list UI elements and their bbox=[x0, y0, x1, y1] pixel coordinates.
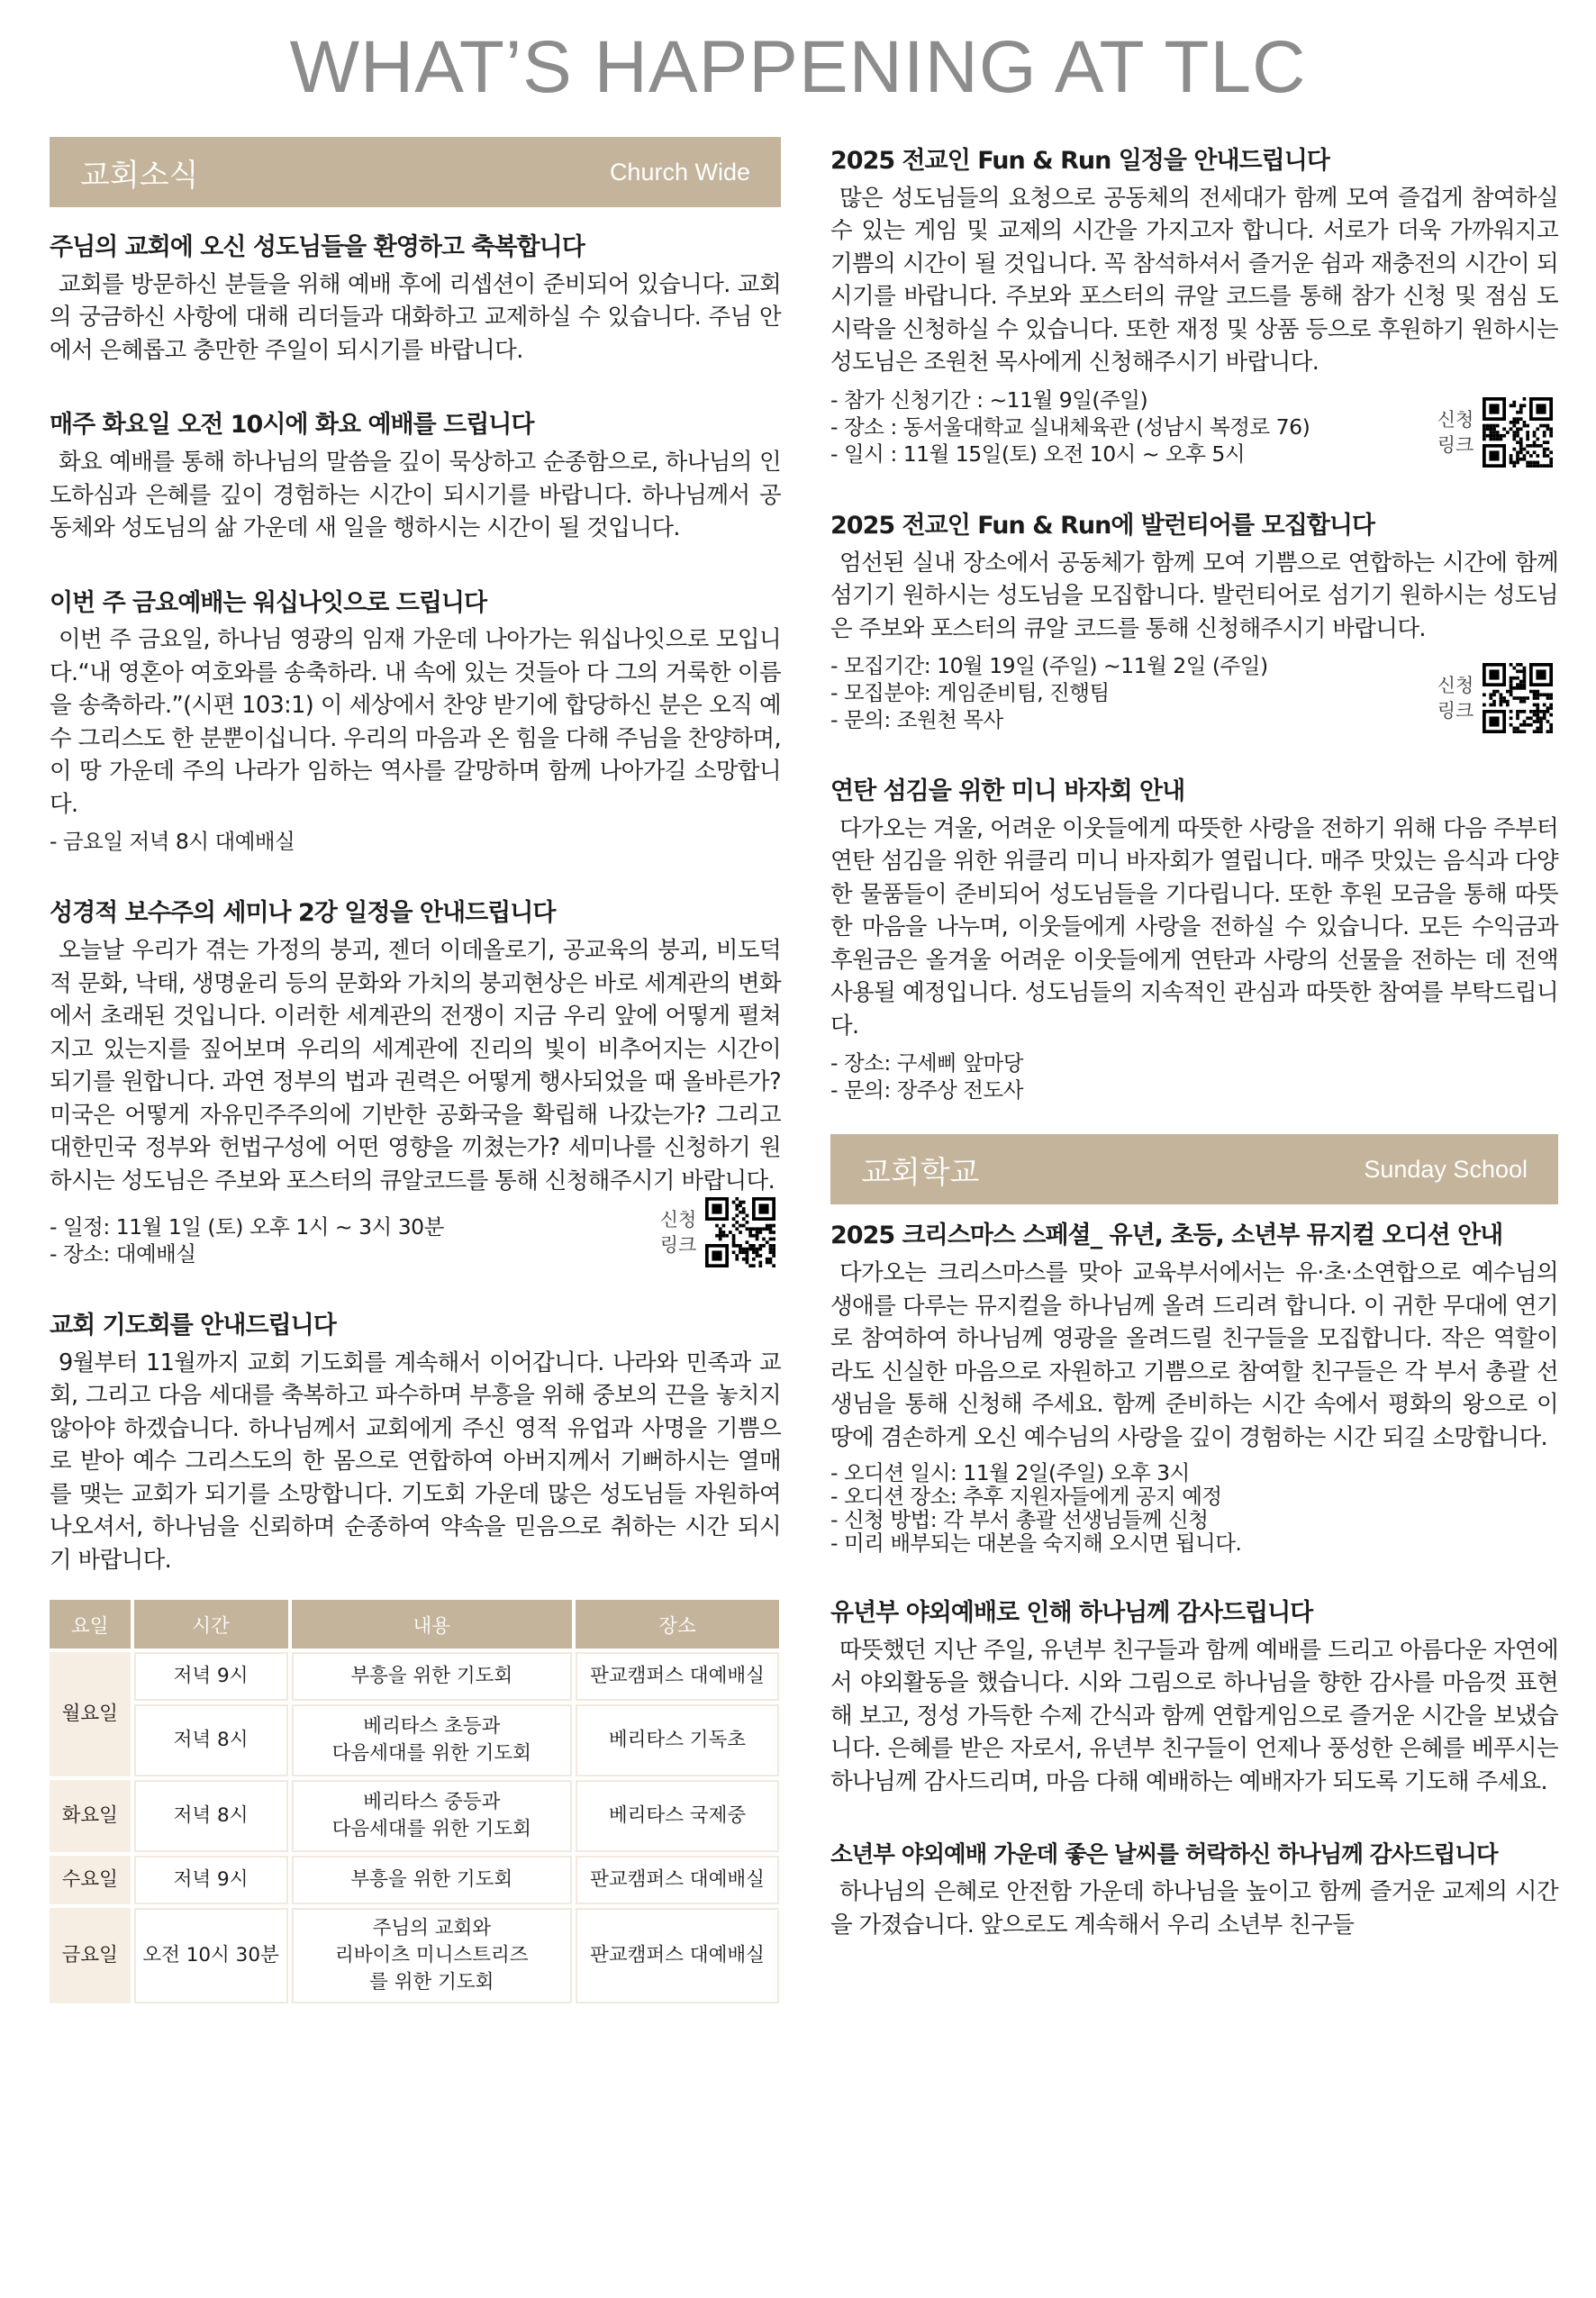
table-cell-content: 베리타스 중등과 다음세대를 위한 기도회 bbox=[292, 1780, 572, 1852]
news-article bbox=[830, 511, 1558, 733]
section-title-en: Church Wide bbox=[609, 158, 750, 186]
article-info bbox=[830, 1461, 1558, 1555]
news-article bbox=[50, 410, 781, 544]
section-title-ko: 교회학교 bbox=[861, 1154, 980, 1191]
church-wide-header bbox=[50, 137, 781, 207]
table-row bbox=[50, 1652, 779, 1701]
qr-code-icon[interactable] bbox=[1483, 663, 1553, 733]
table-cell-place: 판교캠퍼스 대예배실 bbox=[576, 1856, 779, 1904]
article-body: 따뜻했던 지난 주일, 유년부 친구들과 함께 예배를 드리고 아름다운 자연에서 야외활동을 했습니다. 시와 그림으로 하나님을 향한 감사를 마음껏 표현해 보고, 정성 가득한 수제 간식과 함께 연합게임으로 즐거운 시간을 보냈습니다. 은혜를 받은 자로서, 유년부 친구들이 언제나 풍성한 은혜를 베푸시는 하나님께 감사드리며, 마음 다해 예배하는 예배자가 되도록 기도해 주세요. bbox=[830, 1636, 1558, 1795]
section-title-ko: 교회소식 bbox=[80, 157, 199, 194]
table-cell-place: 베리타스 국제중 bbox=[576, 1780, 779, 1852]
article-heading: 성경적 보수주의 세미나 2강 일정을 안내드립니다 bbox=[50, 899, 556, 928]
table-cell-time: 저녁 8시 bbox=[134, 1780, 288, 1852]
table-row bbox=[50, 1780, 779, 1852]
table-row bbox=[50, 1908, 779, 2003]
qr-label: 신청 링크 bbox=[659, 1209, 697, 1256]
article-heading: 유년부 야외예배로 인해 하나님께 감사드립니다 bbox=[830, 1599, 1313, 1627]
table-cell-day: 금요일 bbox=[50, 1908, 131, 2003]
article-body: 다가오는 크리스마스를 맞아 교육부서에서는 유·초·소연합으로 예수님의 생애를 다루는 뮤지컬을 하나님께 올려 드리려 합니다. 이 귀한 무대에 연기로 참여하여 하나님께 영광을 올려드릴 친구들을 모집합니다. 작은 역할이라도 신실한 마음으로 자원하고 기쁨으로 참여할 친구들은 각 부서 총괄 선생님을 통해 신청해 주세요. 함께 준비하는 시간 속에서 평화의 왕으로 이 땅에 겸손하게 오신 예수님의 사랑을 깊이 경험하는 시간 되길 소망합니다. bbox=[830, 1259, 1558, 1451]
news-article bbox=[830, 1841, 1558, 1941]
qr-signup[interactable] bbox=[1436, 397, 1553, 468]
info-line: - 미리 배부되는 대본을 숙지해 오시면 됩니다. bbox=[830, 1530, 1242, 1556]
info-line: - 문의: 장주상 전도사 bbox=[830, 1077, 1023, 1104]
section-title-en: Sunday School bbox=[1364, 1155, 1528, 1183]
table-header-row bbox=[50, 1600, 779, 1649]
news-article bbox=[830, 777, 1558, 1104]
info-line: - 장소 : 동서울대학교 실내체육관 (성남시 복정로 76) bbox=[830, 413, 1310, 440]
news-article bbox=[50, 588, 781, 856]
qr-code-icon[interactable] bbox=[705, 1197, 775, 1267]
article-info bbox=[830, 1049, 1558, 1104]
article-info bbox=[830, 386, 1310, 468]
qr-signup[interactable] bbox=[658, 1197, 775, 1267]
right-column bbox=[830, 146, 1558, 1941]
article-body: 다가오는 겨울, 어려운 이웃들에게 따뜻한 사랑을 전하기 위해 다음 주부터 연탄 섬김을 위한 위클리 미니 바자회가 열립니다. 매주 맛있는 음식과 다양한 물품들이 준비되어 성도님들을 기다립니다. 또한 후원 모금을 통해 따뜻한 마음을 나누며, 이웃들에게 사랑을 전하실 수 있습니다. 모든 수익금과 후원금은 올겨울 어려운 이웃들에게 연탄과 사랑의 선물을 전하는 데 전액 사용될 예정입니다. 성도님들의 지속적인 관심과 따뜻한 참여를 부탁드립니다. bbox=[830, 814, 1558, 1040]
info-line: - 오디션 일시: 11월 2일(주일) 오후 3시 bbox=[830, 1460, 1190, 1485]
article-body: 화요 예배를 통해 하나님의 말씀을 깊이 묵상하고 순종함으로, 하나님의 인도하심과 은혜를 깊이 경험하는 시간이 되시기를 바랍니다. 하나님께서 공동체와 성도님의 삶 가운데 새 일을 행하시는 시간이 될 것입니다. bbox=[50, 449, 781, 541]
info-line: - 모집분야: 게임준비팀, 진행팀 bbox=[830, 680, 1110, 705]
article-heading: 2025 전교인 Fun & Run에 발런티어를 모집합니다 bbox=[830, 511, 1375, 540]
article-body: 9월부터 11월까지 교회 기도회를 계속해서 이어갑니다. 나라와 민족과 교회, 그리고 다음 세대를 축복하고 파수하며 부흥을 위해 중보의 끈을 놓치지 않아야 하겠습니다. 하나님께서 교회에게 주신 영적 유업과 사명을 기쁨으로 받아 예수 그리스도의 한 몸으로 연합하여 아버지께서 기뻐하시는 열매를 맺는 교회가 되기를 소망합니다. 기도회 가운데 많은 성도님들 자원하여 나오셔서, 하나님을 신뢰하며 순종하여 약속을 믿음으로 취하는 시간 되시기 바랍니다. bbox=[50, 1349, 781, 1574]
info-line: - 장소: 구세삐 앞마당 bbox=[830, 1050, 1023, 1076]
table-cell-place: 판교캠퍼스 대예배실 bbox=[576, 1652, 779, 1701]
info-line: - 일시 : 11월 15일(토) 오전 10시 ~ 오후 5시 bbox=[830, 441, 1246, 467]
article-info bbox=[50, 828, 781, 855]
article-body: 교회를 방문하신 분들을 위해 예배 후에 리셉션이 준비되어 있습니다. 교회의 궁금하신 사항에 대해 리더들과 대화하고 교제하실 수 있습니다. 주님 안에서 은혜롭고 충만한 주일이 되시기를 바랍니다. bbox=[50, 270, 781, 364]
table-header: 시간 bbox=[134, 1600, 288, 1649]
article-heading: 이번 주 금요예배는 워십나잇으로 드립니다 bbox=[50, 588, 487, 617]
table-cell-content: 부흥을 위한 기도회 bbox=[292, 1856, 572, 1904]
info-line: - 일정: 11월 1일 (토) 오후 1시 ~ 3시 30분 bbox=[50, 1214, 444, 1240]
news-article bbox=[50, 1311, 781, 1576]
table-cell-place: 베리타스 기독초 bbox=[576, 1704, 779, 1776]
article-info bbox=[830, 652, 1268, 733]
prayer-schedule-table bbox=[46, 1596, 783, 2007]
table-cell-day: 월요일 bbox=[50, 1652, 131, 1776]
article-heading: 2025 전교인 Fun & Run 일정을 안내드립니다 bbox=[830, 147, 1329, 175]
table-cell-day: 수요일 bbox=[50, 1856, 131, 1904]
article-heading: 교회 기도회를 안내드립니다 bbox=[50, 1312, 336, 1340]
page-title: WHAT’S HAPPENING AT TLC bbox=[289, 26, 1307, 108]
article-body: 하나님의 은혜로 안전함 가운데 하나님을 높이고 함께 즐거운 교제의 시간을 가졌습니다. 앞으로도 계속해서 우리 소년부 친구들 bbox=[830, 1878, 1558, 1939]
info-line: - 오디션 장소: 추후 지원자들에게 공지 예정 bbox=[830, 1484, 1222, 1509]
qr-label: 신청 링크 bbox=[1437, 675, 1474, 722]
info-line: - 장소: 대예배실 bbox=[50, 1241, 196, 1267]
table-cell-time: 저녁 9시 bbox=[134, 1856, 288, 1904]
table-cell-content: 부흥을 위한 기도회 bbox=[292, 1652, 572, 1701]
info-line: - 신청 방법: 각 부서 총괄 선생님들께 신청 bbox=[830, 1507, 1209, 1532]
table-cell-day: 화요일 bbox=[50, 1780, 131, 1852]
info-line: - 문의: 조원천 목사 bbox=[830, 707, 1003, 732]
article-heading: 소년부 야외예배 가운데 좋은 날씨를 허락하신 하나님께 감사드립니다 bbox=[830, 1841, 1498, 1869]
article-info bbox=[50, 1213, 444, 1267]
table-cell-content: 베리타스 초등과 다음세대를 위한 기도회 bbox=[292, 1704, 572, 1776]
table-cell-content: 주님의 교회와 리바이츠 미니스트리즈 를 위한 기도회 bbox=[292, 1908, 572, 2003]
table-row bbox=[50, 1704, 779, 1776]
qr-label: 신청 링크 bbox=[1437, 408, 1474, 456]
news-article bbox=[830, 1598, 1558, 1798]
qr-code-icon[interactable] bbox=[1483, 397, 1553, 468]
table-cell-time: 저녁 9시 bbox=[134, 1652, 288, 1701]
info-line: - 금요일 저녁 8시 대예배실 bbox=[50, 829, 295, 855]
table-header: 요일 bbox=[50, 1600, 131, 1649]
news-article bbox=[50, 898, 781, 1267]
sunday-school-header bbox=[830, 1134, 1558, 1204]
table-cell-place: 판교캠퍼스 대예배실 bbox=[576, 1908, 779, 2003]
article-body: 이번 주 금요일, 하나님 영광의 임재 가운데 나아가는 워십나잇으로 모입니다.“내 영혼아 여호와를 송축하라. 내 속에 있는 것들아 다 그의 거룩한 이름을 송축하라.”(시편 103:1) 이 세상에서 찬양 받기에 합당하신 분은 오직 예수 그리스도 한 분뿐이십니다. 우리의 마음과 온 힘을 다해 주님을 찬양하며, 이 땅 가운데 주의 나라가 임하는 역사를 갈망하며 함께 나아가길 소망합니다. bbox=[50, 626, 781, 818]
table-cell-time: 오전 10시 30분 bbox=[134, 1908, 288, 2003]
left-column bbox=[50, 137, 781, 2007]
article-heading: 매주 화요일 오전 10시에 화요 예배를 드립니다 bbox=[50, 411, 534, 440]
news-article bbox=[50, 232, 781, 367]
article-body: 오늘날 우리가 겪는 가정의 붕괴, 젠더 이데올로기, 공교육의 붕괴, 비도덕적 문화, 낙태, 생명윤리 등의 문화와 가치의 붕괴현상은 바로 세계관의 변화에서 초래된 것입니다. 이러한 세계관의 전쟁이 지금 우리 앞에 어떻게 펼쳐지고 있는지를 짚어보며 우리의 세계관에 진리의 빛이 비추어지는 시간이 되기를 원합니다. 과연 정부의 법과 권력은 어떻게 행사되었을 때 올바른가? 미국은 어떻게 자유민주주의에 기반한 공화국을 확립해 나갔는가? 그리고 대한민국 정부와 헌법구성에 어떤 영향을 끼쳤는가? 세미나를 신청하기 원하시는 성도님은 주보와 포스터의 큐알코드를 통해 신청해주시기 바랍니다. bbox=[50, 937, 781, 1194]
qr-signup[interactable] bbox=[1436, 663, 1553, 733]
article-heading: 주님의 교회에 오신 성도님들을 환영하고 축복합니다 bbox=[50, 233, 585, 261]
info-line: - 참가 신청기간 : ~11월 9일(주일) bbox=[830, 386, 1148, 413]
article-body: 많은 성도님들의 요청으로 공동체의 전세대가 함께 모여 즐겁게 참여하실 수 있는 게임 및 교제의 시간을 가지고자 합니다. 서로가 더욱 가까워지고 기쁨의 시간이 될 것입니다. 꼭 참석하셔서 즐거운 쉼과 재충전의 시간이 되시기를 바랍니다. 주보와 포스터의 큐알 코드를 통해 참가 신청 및 점심 도시락을 신청하실 수 있습니다. 또한 재정 및 상품 등으로 후원하기 원하시는 성도님은 조원천 목사에게 신청해주시기 바랍니다. bbox=[830, 184, 1558, 377]
news-article bbox=[830, 146, 1558, 468]
news-article bbox=[830, 1221, 1558, 1555]
table-cell-time: 저녁 8시 bbox=[134, 1704, 288, 1776]
table-header: 장소 bbox=[576, 1600, 779, 1649]
article-heading: 2025 크리스마스 스페셜_ 유년, 초등, 소년부 뮤지컬 오디션 안내 bbox=[830, 1222, 1503, 1250]
info-line: - 모집기간: 10월 19일 (주일) ~11월 2일 (주일) bbox=[830, 653, 1268, 678]
table-header: 내용 bbox=[292, 1600, 572, 1649]
article-heading: 연탄 섬김을 위한 미니 바자회 안내 bbox=[830, 777, 1185, 805]
article-body: 엄선된 실내 장소에서 공동체가 함께 모여 기쁨으로 연합하는 시간에 함께 섬기기 원하시는 성도님을 모집합니다. 발런티어로 섬기기 원하시는 성도님은 주보와 포스터의 큐알 코드를 통해 신청해주시기 바랍니다. bbox=[830, 549, 1558, 642]
table-row bbox=[50, 1856, 779, 1904]
